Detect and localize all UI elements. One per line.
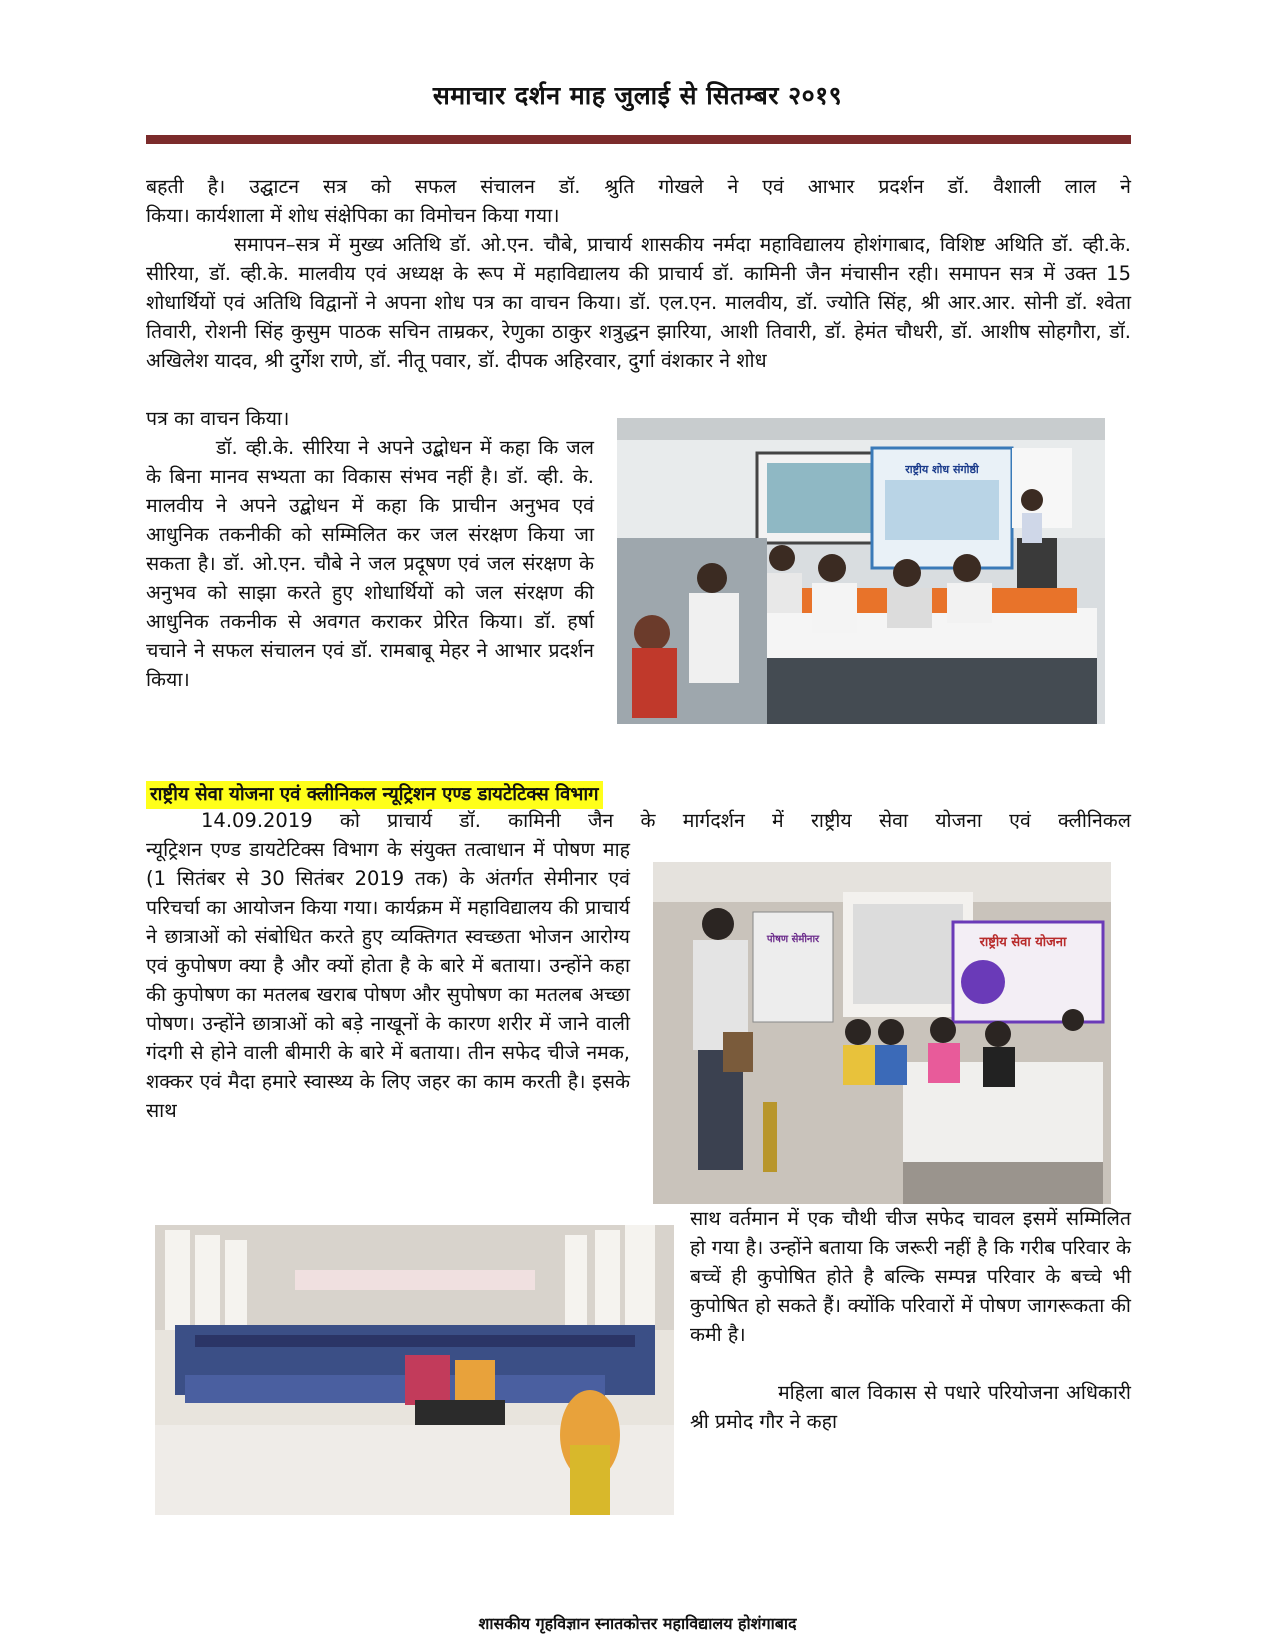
section-heading: राष्ट्रीय सेवा योजना एवं क्लीनिकल न्यूट्रिशन एण्ड डायटेटिक्स विभाग [146, 781, 603, 809]
paragraph-guest-speech: महिला बाल विकास से पधारे परियोजना अधिकारी श्री प्रमोद गौर ने कहा [690, 1381, 1131, 1433]
nss-banner-text: राष्ट्रीय सेवा योजना [979, 935, 1067, 950]
page-title: समाचार दर्शन माह जुलाई से सितम्बर २०१९ [432, 81, 843, 110]
paragraph-speech: डॉ. व्ही.के. सीरिया ने अपने उद्बोधन में कहा कि जल के बिना मानव सभ्यता का विकास संभव नहीं है। डॉ. व्ही. के. मालवीय ने अपने उद्बोधन में कहा कि प्राचीन अनुभव एवं आधुनिक तकनीकी को सम्मिलित कर जल संरक्षण किया जा सकता है। डॉ. ओ.एन. चौबे ने जल प्रदूषण एवं जल संरक्षण के अनुभव को साझा करते हुए शोधार्थियों को जल संरक्षण की आधुनिक तकनीक से अवगत कराकर प्रेरित किया। डॉ. हर्षा चचाने ने सफल संचालन एवं डॉ. रामबाबू मेहर ने आभार प्रदर्शन किया। [146, 436, 594, 691]
paragraph-white-rice: साथ वर्तमान में एक चौथी चीज सफेद चावल इसमें सम्मिलित हो गया है। उन्होंने बताया कि जरूरी नहीं है कि गरीब परिवार के बच्चें ही कुपोषित होते है बल्कि सम्पन्न परिवार के बच्चे भी कुपोषित हो सकते हैं। क्योंकि परिवारों में पोषण जागरूकता की कमी है। [690, 1207, 1131, 1346]
seminar-stage-photo [617, 418, 1105, 724]
nutrition-seminar-photo [653, 862, 1111, 1204]
paragraph-nutrition-month: न्यूट्रिशन एण्ड डायटेटिक्स विभाग के संयुक्त तत्वाधान में पोषण माह (1 सितंबर से 30 सितंबर 2019 तक) के अंतर्गत सेमीनार एवं परिचर्चा का आयोजन किया गया। कार्यक्रम में महाविद्यालय की प्राचार्य ने छात्राओं को संबोधित करते हुए व्यक्तिगत स्वच्छता भोजन आरोग्य एवं कुपोषण क्या है और क्यों होता है के बारे में बताया। उन्होंने कहा की कुपोषण का मतलब खराब पोषण और सुपोषण का मतलब अच्छा पोषण। उन्होंने छात्राओं को बड़े नाखूनों के कारण शरीर में जाने वाली गंदगी से होने वाली बीमारी के बारे में बताया। तीन सफेद चीजे नमक, शक्कर एवं मैदा हमारे स्वास्थ्य के लिए जहर का काम करती है। इसके साथ [146, 838, 630, 1122]
screen-banner-text: पोषण सेमीनार [766, 934, 820, 945]
footer-college-name: शासकीय गृहविज्ञान स्नातकोत्तर महाविद्यालय होशंगाबाद [478, 1614, 797, 1633]
header-divider [146, 135, 1131, 144]
paragraph-closing-session: समापन–सत्र में मुख्य अतिथि डॉ. ओ.एन. चौबे, प्राचार्य शासकीय नर्मदा महाविद्यालय होशंगाबाद, विशिष्ट अथिति डॉ. व्ही.के. सीरिया, डॉ. व्ही.के. मालवीय एवं अध्यक्ष के रूप में महाविद्यालय की प्राचार्य डॉ. कामिनी जैन मंचासीन रही। समापन सत्र में उक्त 15 शोधार्थियों एवं अतिथि विद्वानों ने अपना शोध पत्र का वाचन किया। डॉ. एल.एन. मालवीय, डॉ. ज्योति सिंह, श्री आर.आर. सोनी डॉ. श्वेता तिवारी, रोशनी सिंह कुसुम पाठक सचिन ताम्रकर, रेणुका ठाकुर शत्रुद्धन झारिया, आशी तिवारी, डॉ. हेमंत चौधरी, डॉ. आशीष सोहगौरा, डॉ. अखिलेश यादव, श्री दुर्गेश राणे, डॉ. नीतू पवार, डॉ. दीपक अहिरवार, दुर्गा वंशकार ने शोध [146, 233, 1131, 372]
student-audience-photo [155, 1225, 674, 1515]
paragraph-line: बहती है। उद्घाटन सत्र को सफल संचालन डॉ. श्रुति गोखले ने एवं आभार प्रदर्शन डॉ. वैशाली लाल ने [146, 175, 1131, 198]
paragraph-line: 14.09.2019 को प्राचार्य डॉ. कामिनी जैन के मार्गदर्शन में राष्ट्रीय सेवा योजना एवं क्लीनिकल [201, 809, 1131, 832]
paragraph-line: किया। कार्यशाला में शोध संक्षेपिका का विमोचन किया गया। [146, 204, 560, 227]
banner-text: राष्ट्रीय शोध संगोष्ठी [905, 463, 979, 476]
paragraph-line: पत्र का वाचन किया। [146, 407, 290, 430]
